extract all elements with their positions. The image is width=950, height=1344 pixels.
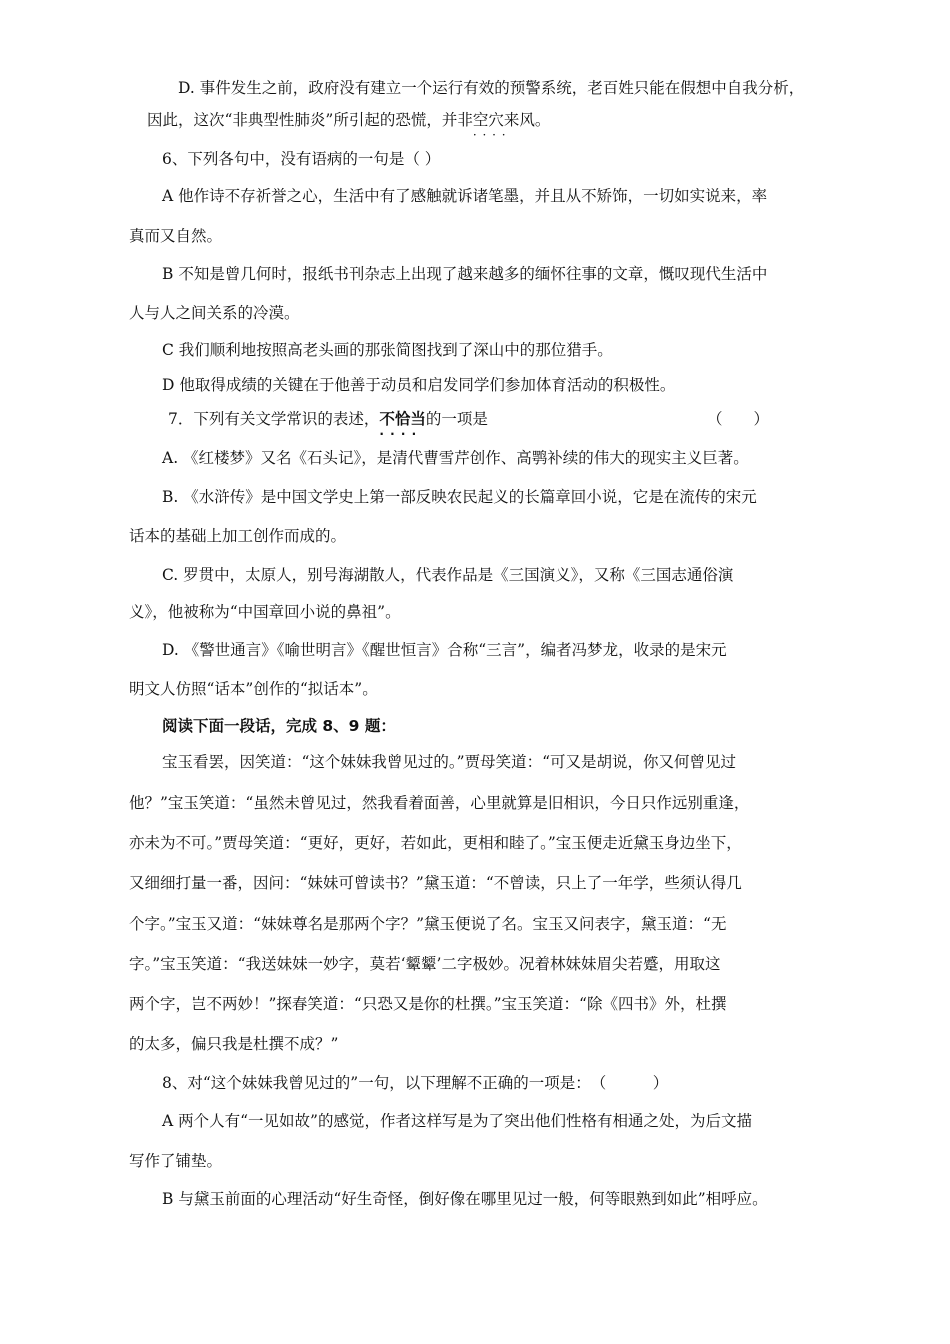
q7-option-b-line2: 话本的基础上加工创作而成的。: [129, 527, 347, 545]
q7-stem-tail: 的一项是: [425, 410, 488, 428]
q7-stem-text: 7．下列有关文学常识的表述，: [168, 410, 380, 428]
q8-option-a-line2: 写作了铺垫。: [129, 1152, 223, 1170]
q7-option-c-line1: C. 罗贯中，太原人，别号海湖散人，代表作品是《三国演义》，又称《三国志通俗演: [162, 566, 734, 584]
q6-option-a-line2: 真而又自然。: [129, 227, 223, 245]
q7-option-c-line2: 义》，他被称为“中国章回小说的鼻祖”。: [129, 603, 401, 621]
period: 。: [534, 111, 551, 129]
q6-option-b-line2: 人与人之间关系的冷漠。: [129, 304, 300, 322]
passage-line-7: 两个字，岂不两妙！”探春笑道：“只恐又是你的杜撰。”宝玉笑道：“除《四书》外，杜撰: [129, 995, 727, 1013]
passage-line-8: 的太多，偏只我是杜撰不成？”: [129, 1035, 339, 1053]
passage-line-2: 他？”宝玉笑道：“虽然未曾见过，然我看着面善，心里就算是旧相识，今日只作远别重逢，: [129, 794, 750, 812]
q5-option-d-line2: [147, 109, 550, 131]
passage-line-5: 个字。”宝玉又道：“妹妹尊名是那两个字？”黛玉便说了名。宝玉又问表字，黛玉道：“无: [129, 915, 727, 933]
q5-option-d-text: 因此，这次“非典型性肺炎”所引起的恐慌，并非: [147, 111, 473, 129]
q7-option-a: A. 《红楼梦》又名《石头记》，是清代曹雪芹创作、高鹗补续的伟大的现实主义巨著。: [162, 449, 749, 467]
q7-option-d-line1: D. 《警世通言》《喻世明言》《醒世恒言》合称“三言”，编者冯梦龙，收录的是宋元: [162, 641, 727, 659]
q7-stem: [168, 408, 488, 430]
passage-line-4: 又细细打量一番，因问：“妹妹可曾读书？”黛玉道：“不曾读，只上了一年学，些须认得几: [129, 874, 742, 892]
q6-option-c: C 我们顺利地按照高老头画的那张简图找到了深山中的那位猎手。: [162, 341, 613, 359]
q6-option-a-line1: A 他作诗不存祈誉之心，生活中有了感触就诉诸笔墨，并且从不矫饰，一切如实说来，率: [162, 187, 768, 205]
passage-line-1: 宝玉看罢，因笑道：“这个妹妹我曾见过的。”贾母笑道：“可又是胡说，你又何曾见过: [162, 753, 737, 771]
q6-option-d: D 他取得成绩的关键在于他善于动员和启发同学们参加体育活动的积极性。: [162, 376, 676, 394]
q8-option-b: B 与黛玉前面的心理活动“好生奇怪，倒好像在哪里见过一般，何等眼熟到如此”相呼应。: [162, 1190, 768, 1208]
emphasis-dotted-phrase: 空穴来风 · · · ·: [473, 111, 535, 129]
q7-option-d-line2: 明文人仿照“话本”创作的“拟话本”。: [129, 680, 378, 698]
q7-answer-paren: （ ）: [707, 410, 770, 428]
q8-stem: 8、对“这个妹妹我曾见过的”一句，以下理解不正确的一项是： （ ）: [162, 1074, 669, 1092]
passage-line-3: 亦未为不可。”贾母笑道：“更好，更好，若如此，更相和睦了。”宝玉便走近黛玉身边坐下，: [129, 834, 742, 852]
q7-option-b-line1: B. 《水浒传》是中国文学史上第一部反映农民起义的长篇章回小说，它是在流传的宋元: [162, 488, 757, 506]
passage-line-6: 字。”宝玉笑道：“我送妹妹一妙字，莫若‘颦颦’二字极妙。况着林妹妹眉尖若蹙，用取这: [129, 955, 721, 973]
reading-instruction: 阅读下面一段话，完成 8、9 题：: [162, 717, 396, 735]
q8-option-a-line1: A 两个人有“一见如故”的感觉，作者这样写是为了突出他们性格有相通之处，为后文描: [162, 1112, 752, 1130]
emphasis-not-appropriate: 不恰当 · · · ·: [379, 410, 426, 428]
q6-stem: 6、下列各句中，没有语病的一句是（ ）: [162, 150, 441, 168]
q5-option-d-line1: D. 事件发生之前，政府没有建立一个运行有效的预警系统，老百姓只能在假想中自我分析，: [178, 79, 805, 97]
q6-option-b-line1: B 不知是曾几何时，报纸书刊杂志上出现了越来越多的缅怀往事的文章，慨叹现代生活中: [162, 265, 768, 283]
